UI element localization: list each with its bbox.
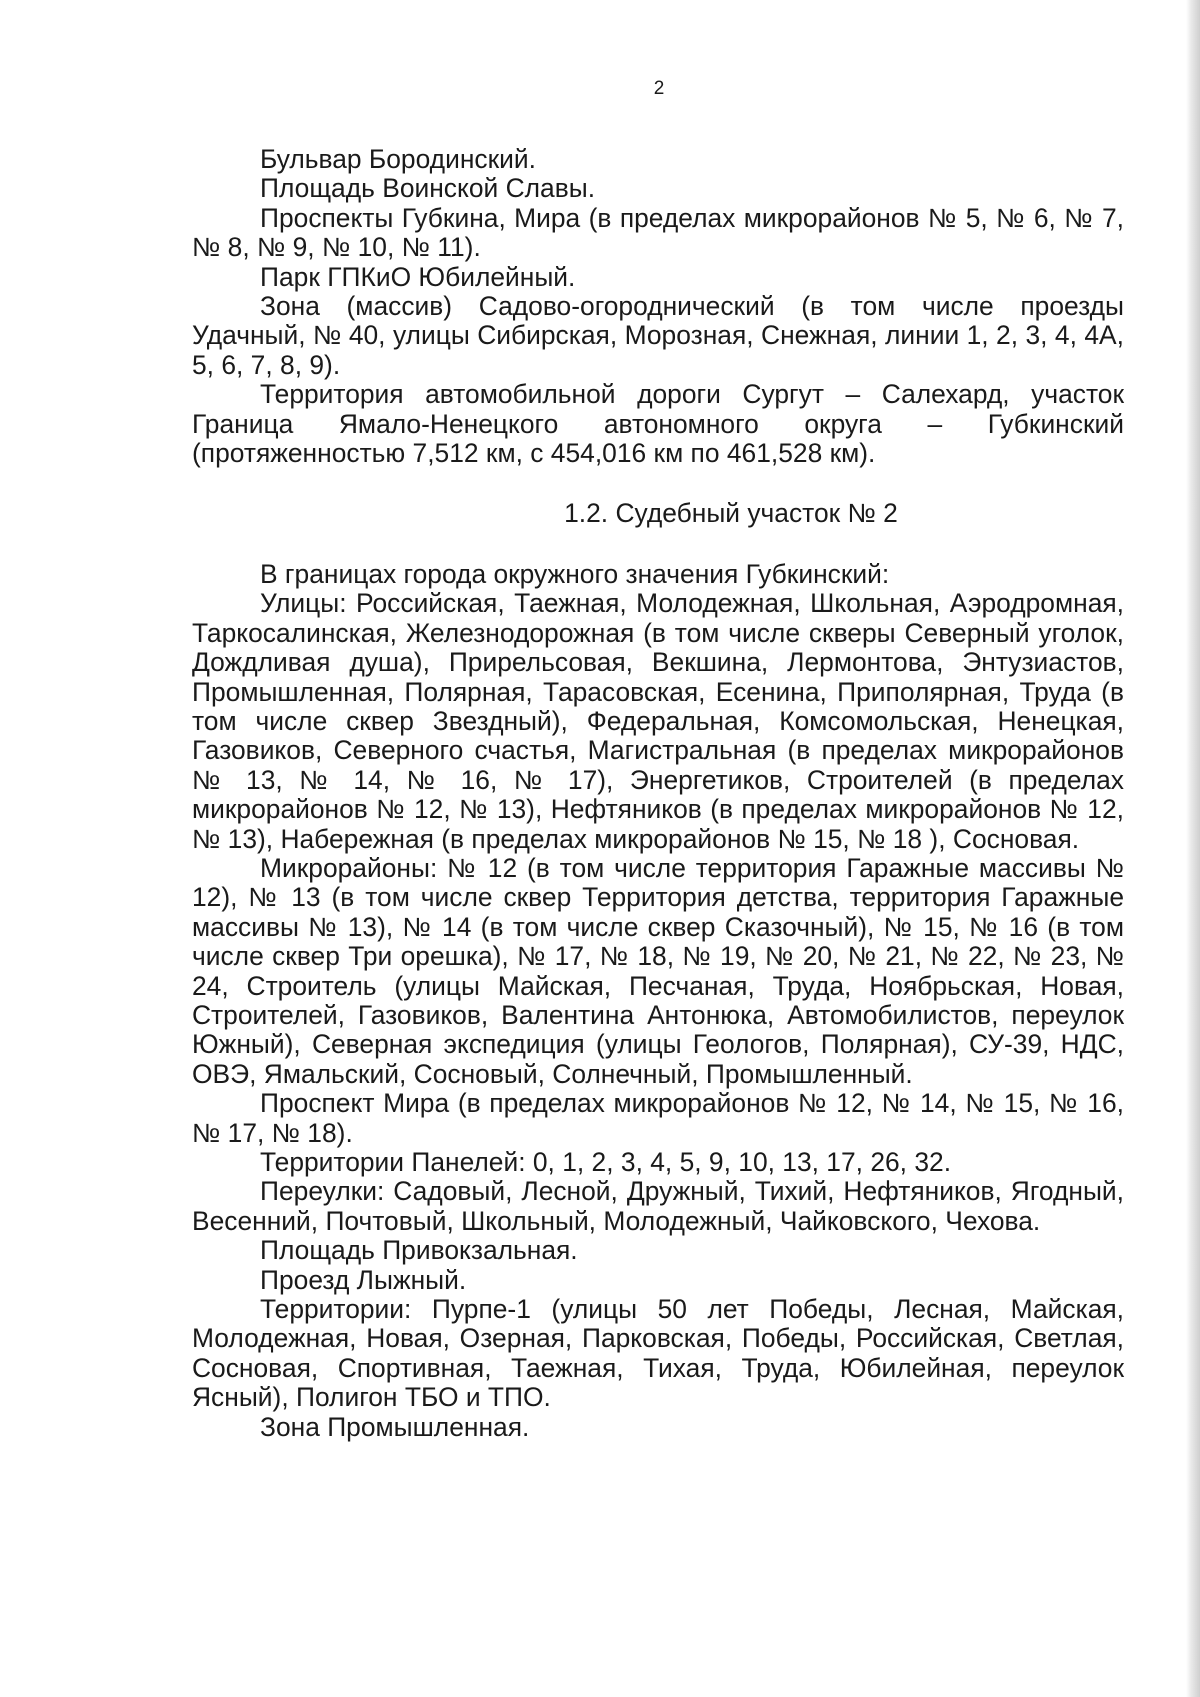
paragraph-panels: Территории Панелей: 0, 1, 2, 3, 4, 5, 9, 10, 13, 17, 26, 32. [260, 1147, 952, 1177]
paragraph-prospects: Проспекты Губкина, Мира (в пределах микрорайонов № 5, № 6, № 7, № 8, № 9, № 10, № 11). [192, 202, 1124, 263]
document-body [192, 145, 1124, 1442]
paragraph-highway: Территория автомобильной дороги Сургут – Салехард, участок Граница Ямало-Ненецкого автономного округа – Губкинский (протяженностью 7,512 км, с 454,016 км по 461,528 км). [192, 379, 1124, 469]
paragraph-station-square: Площадь Привокзальная. [260, 1235, 578, 1266]
paragraph-lanes: Переулки: Садовый, Лесной, Дружный, Тихий, Нефтяников, Ягодный, Весенний, Почтовый, Школьный, Молодежный, Чайковского, Чехова. [192, 1176, 1124, 1236]
paragraph-park: Парк ГПКиО Юбилейный. [260, 261, 576, 292]
paragraph-garden-zone: Зона (массив) Садово-огороднический (в том числе проезды Удачный, № 40, улицы Сибирская, Морозная, Снежная, линии 1, 2, 3, 4, 4А, 5, 6, 7, 8, 9). [192, 291, 1124, 380]
spacer [192, 529, 1124, 560]
paragraph-territories: Территории: Пурпе-1 (улицы 50 лет Победы, Лесная, Майская, Молодежная, Новая, Озерная, Парковская, Победы, Российская, Светлая, Сосновая, Спортивная, Таежная, Тихая, Труда, Юбилейная, переулок Ясный), Полигон ТБО и ТПО. [192, 1294, 1124, 1413]
paragraph-microdistricts: Микрорайоны: № 12 (в том числе территория Гаражные массивы № 12), № 13 (в том числе сквер Территория детства, территория Гаражные массивы № 13), № 14 (в том числе сквер Сказочный), № 15, № 16 (в том числе сквер Три орешка), № 17, № 18, № 19, № 20, № 21, № 22, № 23, № 24, Строитель (улицы Майская, Песчаная, Труда, Ноябрьская, Новая, Строителей, Газовиков, Валентина Антонюка, Автомобилистов, переулок Южный), Северная экспедиция (улицы Геологов, Полярная), СУ-39, НДС, ОВЭ, Ямальский, Сосновый, Солнечный, Промышленный. [192, 852, 1124, 1089]
page-number: 2 [653, 78, 665, 99]
scan-edge-shadow [1186, 0, 1200, 1697]
paragraph-prospect-mira: Проспект Мира (в пределах микрорайонов № 12, № 14, № 15, № 16, № 17, № 18). [192, 1088, 1124, 1148]
paragraph-streets: Улицы: Российская, Таежная, Молодежная, Школьная, Аэродромная, Таркосалинская, Железнодорожная (в том числе скверы Северный уголок, Дождливая душа), Прирельсовая, Векшина, Лермонтова, Энтузиастов, Промышленная, Полярная, Тарасовская, Есенина, Приполярная, Труда (в том числе сквер Звездный), Федеральная, Комсомольская, Ненецкая, Газовиков, Северного счастья, Магистральная (в пределах микрорайонов № 13, № 14, № 16, № 17), Энергетиков, Строителей (в пределах микрорайонов № 12, № 13), Нефтяников (в пределах микрорайонов № 12, № 13), Набережная (в пределах микрорайонов № 15, № 18 ), Сосновая. [192, 588, 1124, 854]
section-heading: 1.2. Судебный участок № 2 [564, 498, 898, 529]
paragraph-city-boundaries: В границах города окружного значения Губкинский: [260, 558, 890, 589]
paragraph-square-military-glory: Площадь Воинской Славы. [260, 173, 596, 204]
paragraph-ski-passage: Проезд Лыжный. [260, 1264, 467, 1295]
paragraph-boulevard: Бульвар Бородинский. [260, 144, 536, 174]
spacer [192, 468, 1124, 499]
paragraph-industrial-zone: Зона Промышленная. [260, 1411, 530, 1442]
